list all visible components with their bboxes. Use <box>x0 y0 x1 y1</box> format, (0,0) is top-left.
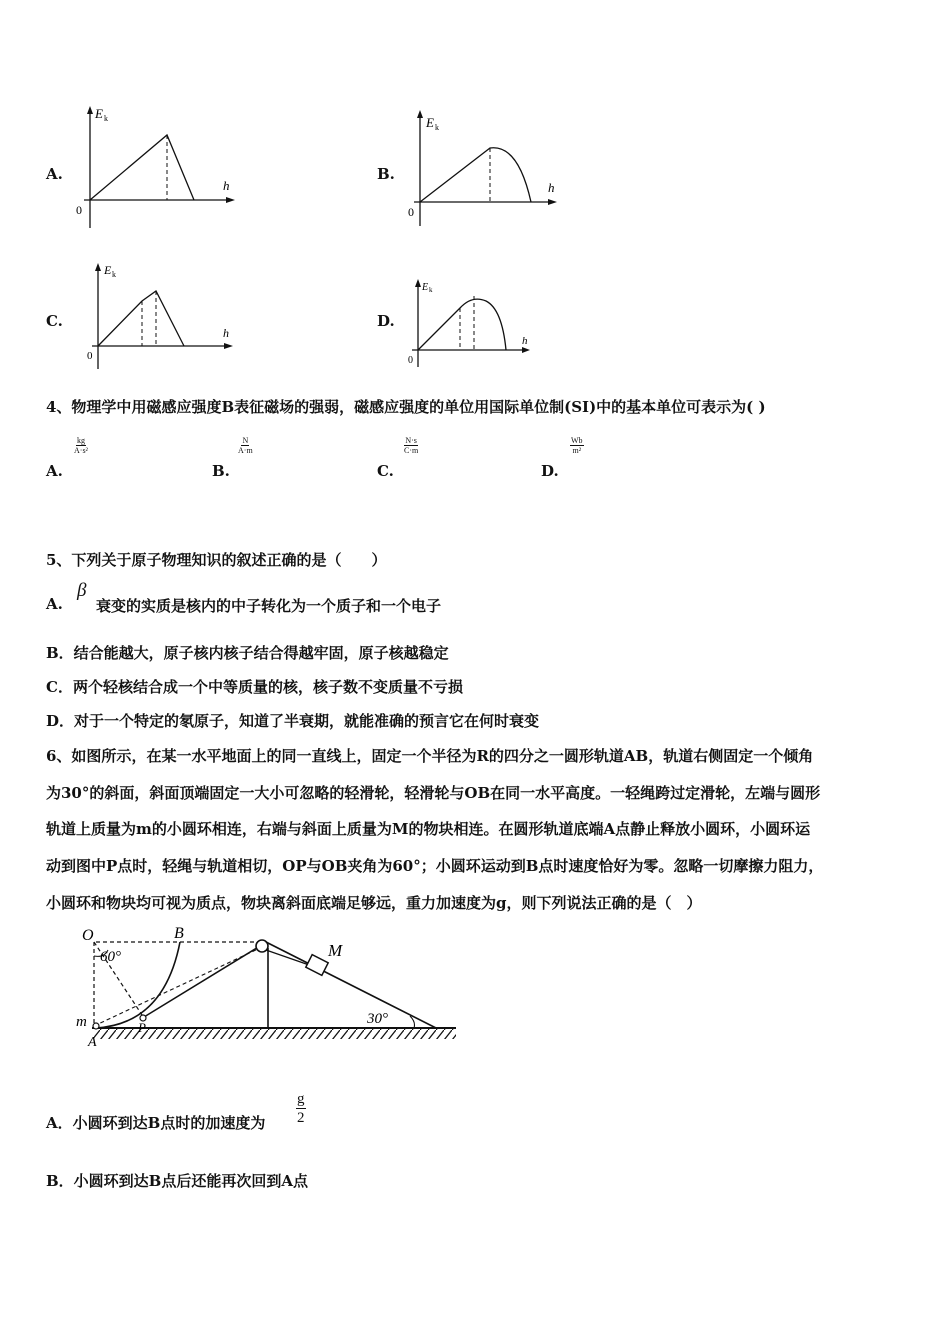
label-o: O <box>82 927 94 944</box>
label-m-block: M <box>328 941 343 960</box>
q6-option-a-text: A．小圆环到达B点时的加速度为 <box>46 1114 266 1132</box>
denominator: A·m <box>238 446 253 455</box>
label-a: A <box>88 1035 97 1050</box>
numerator: N·s <box>405 436 417 445</box>
q4-option-d-label: D. <box>541 462 559 480</box>
q6-line-2: 为30°的斜面，斜面顶端固定一大小可忽略的轻滑轮，轻滑轮与OB在同一水平高度。一轻绳跨过定滑轮，左端与圆形 <box>46 784 821 802</box>
ground-hatching <box>94 1029 456 1039</box>
q6-option-b: B．小圆环到达B点后还能再次回到A点 <box>46 1172 308 1190</box>
q5-stem: 5、下列关于原子物理知识的叙述正确的是（ ） <box>46 551 387 569</box>
y-axis-label: E <box>426 115 434 130</box>
q3-option-d-label: D. <box>377 312 395 330</box>
numerator: kg <box>76 436 85 445</box>
q5-option-a-label: A. <box>46 595 63 613</box>
q4-option-b-label: B. <box>212 462 230 480</box>
y-axis-sub: k <box>435 123 439 132</box>
y-axis-label: E <box>422 282 429 293</box>
q3-option-b-label: B. <box>377 165 395 183</box>
y-axis-sub: k <box>104 114 108 123</box>
q3-graph-c <box>78 257 258 376</box>
q3-graph-b <box>400 104 580 233</box>
x-axis-label: h <box>223 326 229 340</box>
q4-option-a-label: A. <box>46 462 63 480</box>
q5-option-b: B．结合能越大，原子核内核子结合得越牢固，原子核越稳定 <box>46 644 449 662</box>
y-axis-label: E <box>104 263 112 277</box>
label-60: 60° <box>100 949 121 965</box>
q3-option-c-label: C. <box>46 312 63 330</box>
origin-label: 0 <box>408 355 413 366</box>
q4-option-b-fraction <box>238 436 253 455</box>
q3-graph-a <box>70 100 250 234</box>
denominator: A·s² <box>74 446 88 455</box>
q6-line-3: 轨道上质量为m的小圆环相连，右端与斜面上质量为M的物块相连。在圆形轨道底端A点静止释放小圆环，小圆环运 <box>46 820 811 838</box>
numerator: g <box>297 1091 305 1107</box>
numerator: Wb <box>571 436 583 445</box>
q6-line-5: 小圆环和物块均可视为质点，物块离斜面底端足够远，重力加速度为g，则下列说法正确的是（ ） <box>46 894 702 912</box>
denominator: C·m <box>404 446 419 455</box>
label-m-ring: m <box>76 1014 87 1030</box>
x-axis-label: h <box>522 335 528 347</box>
q6-option-a-fraction <box>296 1090 306 1127</box>
label-b: B <box>174 925 184 942</box>
q3-option-a-label: A. <box>46 165 63 183</box>
q6-diagram <box>44 920 464 1064</box>
q3-graph-d <box>398 275 558 379</box>
q6-line-4: 动到图中P点时，轻绳与轨道相切，OP与OB夹角为60°；小圆环运动到B点时速度恰好为零。忽略一切摩擦力阻力， <box>46 857 824 875</box>
y-axis-sub: k <box>429 286 433 294</box>
q5-option-c: C．两个轻核结合成一个中等质量的核，核子数不变质量不亏损 <box>46 678 463 696</box>
q4-option-a-fraction <box>74 436 88 455</box>
numerator: N <box>242 436 249 445</box>
denominator: 2 <box>297 1110 305 1126</box>
beta-symbol: β <box>77 580 87 601</box>
q6-line-1: 6、如图所示，在某一水平地面上的同一直线上，固定一个半径为R的四分之一圆形轨道AB，轨道右侧固定一个倾角 <box>46 747 814 765</box>
origin-label: 0 <box>76 203 82 217</box>
q5-option-d: D．对于一个特定的氡原子，知道了半衰期，就能准确的预言它在何时衰变 <box>46 712 540 730</box>
origin-label: 0 <box>408 205 414 219</box>
q4-stem: 4、物理学中用磁感应强度B表征磁场的强弱，磁感应强度的单位用国际单位制(SI)中的基本单位可表示为( ) <box>46 398 766 416</box>
x-axis-label: h <box>223 178 230 193</box>
q4-option-c-fraction <box>404 436 418 455</box>
denominator: m² <box>572 446 582 455</box>
origin-label: 0 <box>87 350 93 362</box>
label-p: P <box>138 1020 146 1035</box>
label-30: 30° <box>367 1011 388 1027</box>
q4-option-c-label: C. <box>377 462 394 480</box>
x-axis-label: h <box>548 180 555 195</box>
q4-option-d-fraction <box>570 436 584 455</box>
y-axis-sub: k <box>112 270 116 279</box>
y-axis-label: E <box>95 106 103 121</box>
q5-option-a-text: 衰变的实质是核内的中子转化为一个质子和一个电子 <box>96 597 442 615</box>
